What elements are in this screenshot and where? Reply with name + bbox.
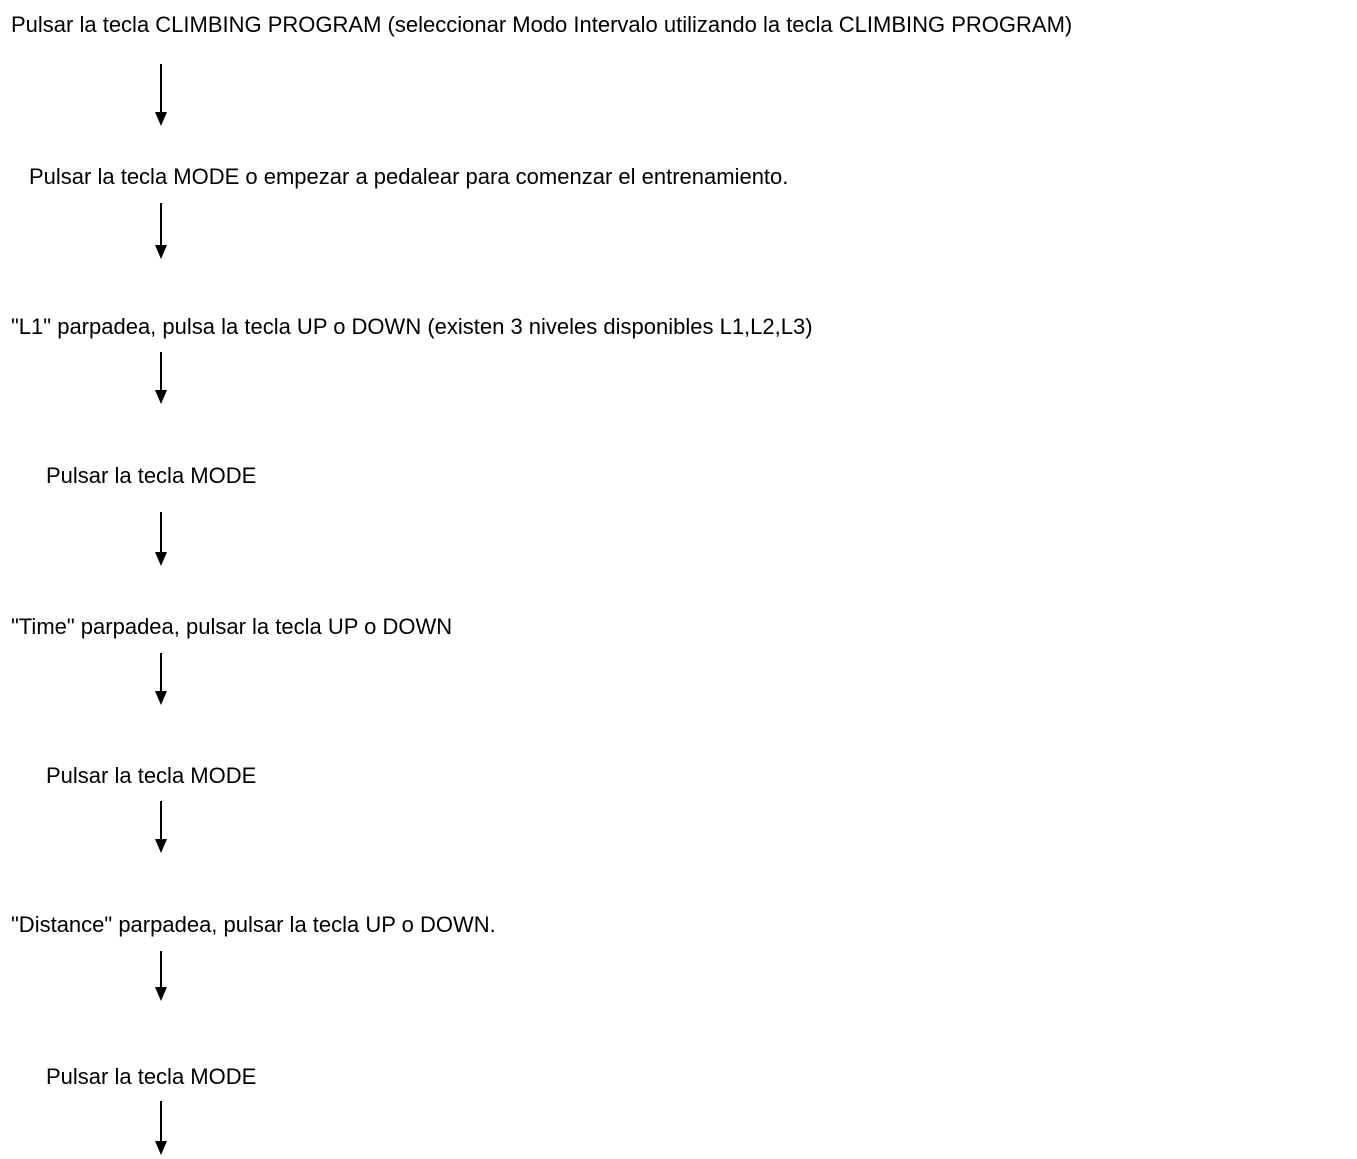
down-arrow-graphic (153, 951, 169, 1001)
arrow-head (155, 112, 167, 126)
down-arrow-icon (153, 352, 169, 404)
arrow-head (155, 1141, 167, 1155)
down-arrow-graphic (153, 512, 169, 566)
arrow-head (155, 987, 167, 1001)
flow-step-4: Pulsar la tecla MODE (46, 463, 257, 488)
arrow-head (155, 691, 167, 705)
down-arrow-icon (153, 512, 169, 566)
down-arrow-graphic (153, 352, 169, 404)
flow-step-1: Pulsar la tecla CLIMBING PROGRAM (seleccionar Modo Intervalo utilizando la tecla CLIMBING PROGRAM) (11, 12, 1073, 37)
flow-step-2: Pulsar la tecla MODE o empezar a pedalear para comenzar el entrenamiento. (29, 164, 789, 189)
down-arrow-icon (153, 801, 169, 853)
down-arrow-icon (153, 203, 169, 259)
down-arrow-graphic (153, 653, 169, 705)
arrow-head (155, 839, 167, 853)
flow-step-3: "L1" parpadea, pulsa la tecla UP o DOWN (existen 3 niveles disponibles L1,L2,L3) (11, 314, 813, 339)
down-arrow-icon (153, 1101, 169, 1155)
flow-step-6: Pulsar la tecla MODE (46, 763, 257, 788)
arrow-head (155, 390, 167, 404)
down-arrow-graphic (153, 203, 169, 259)
flow-step-8: Pulsar la tecla MODE (46, 1064, 257, 1089)
down-arrow-graphic (153, 1101, 169, 1155)
down-arrow-icon (153, 951, 169, 1001)
down-arrow-graphic (153, 801, 169, 853)
flow-step-7: "Distance" parpadea, pulsar la tecla UP o DOWN. (11, 912, 496, 937)
down-arrow-icon (153, 653, 169, 705)
down-arrow-icon (153, 64, 169, 126)
arrow-head (155, 245, 167, 259)
arrow-head (155, 552, 167, 566)
down-arrow-graphic (153, 64, 169, 126)
flow-step-5: "Time" parpadea, pulsar la tecla UP o DOWN (11, 614, 453, 639)
